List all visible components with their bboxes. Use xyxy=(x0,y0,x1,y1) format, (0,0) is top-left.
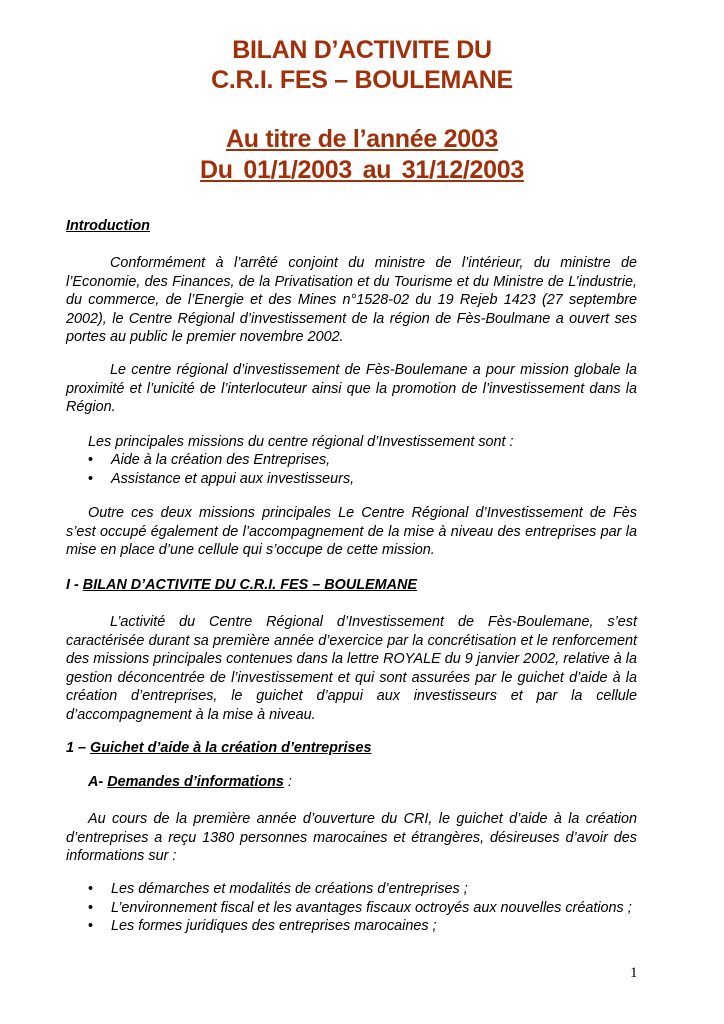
subsection-1-title: Guichet d’aide à la création d’entreprises xyxy=(90,740,372,756)
subsection-a-prefix: A- xyxy=(88,774,108,790)
subsection-a-title: Demandes d’informations xyxy=(107,774,284,790)
introduction-paragraph-2: Le centre régional d’investissement de Fès-Boulemane a pour mission globale la proximité et l’unicité de l’interlocuteur ainsi que la promotion de l’investissement dans la Région. xyxy=(66,362,637,416)
introduction-paragraph-3: Les principales missions du centre régional d’Investissement sont : xyxy=(88,434,514,450)
section-1-prefix: I - xyxy=(66,577,83,593)
subsection-1-prefix: 1 – xyxy=(66,740,91,756)
subsection-a-paragraph: Au cours de la première année d’ouverture du CRI, le guichet d’aide à la création d’entreprises a reçu 1380 personnes marocaines et étrangères, désireuses d’avoir des informations sur : xyxy=(66,811,637,865)
subsection-a-heading xyxy=(88,774,292,790)
document-subtitle-year: Au titre de l’année 2003 xyxy=(225,125,499,153)
introduction-heading: Introduction xyxy=(66,218,150,234)
information-topics-list xyxy=(88,880,637,936)
list-item: • Les démarches et modalités de créations d’entreprises ; xyxy=(88,880,637,899)
list-item: • Les formes juridiques des entreprises marocaines ; xyxy=(88,917,637,936)
subsection-1-heading xyxy=(66,740,372,756)
list-item: • L’environnement fiscal et les avantages fiscaux octroyés aux nouvelles créations ; xyxy=(88,899,637,918)
subsection-a-suffix: : xyxy=(283,774,292,790)
page-number: 1 xyxy=(630,965,638,981)
introduction-paragraph-4: Outre ces deux missions principales Le Centre Régional d’Investissement de Fès s’est occupé également de l’accompagnement de la mise à niveau des entreprises par la mise en place d’une cellule qui s’occupe de cette mission. xyxy=(66,505,637,559)
list-item: • Assistance et appui aux investisseurs, xyxy=(88,470,637,489)
missions-list xyxy=(88,451,637,488)
introduction-paragraph-1: Conformément à l’arrêté conjoint du ministre de l’intérieur, du ministre de l’Economie, des Finances, de la Privatisation et du Tourisme et du Ministre de L’industrie, du commerce, de l’Energie et des Mines n°1528-02 du 19 Rejeb 1423 (27 septembre 2002), le Centre Régional d’investissement de la région de Fès-Boulmane a ouvert ses portes au public le premier novembre 2002. xyxy=(66,255,637,346)
section-1-paragraph: L’activité du Centre Régional d’Investissement de Fès-Boulemane, s’est caractérisée durant sa première année d’exercice par la concrétisation et le renforcement des missions principales contenues dans la lettre ROYALE du 9 janvier 2002, relative à la gestion déconcentrée de l’investissement et qui sont assurées par le guichet d’aide à la création d’entreprises, le guichet d’appui aux investisseurs et par la cellule d’accompagnement à la mise à niveau. xyxy=(66,614,637,723)
document-title-line-1: BILAN D’ACTIVITE DU xyxy=(232,36,492,64)
section-1-heading xyxy=(66,577,417,593)
list-item: • Aide à la création des Entreprises, xyxy=(88,451,637,470)
document-title-line-2: C.R.I. FES – BOULEMANE xyxy=(211,66,513,94)
section-1-title: BILAN D’ACTIVITE DU C.R.I. FES – BOULEMANE xyxy=(82,577,417,593)
document-subtitle-period: Du 01/1/2003 au 31/12/2003 xyxy=(200,156,524,184)
